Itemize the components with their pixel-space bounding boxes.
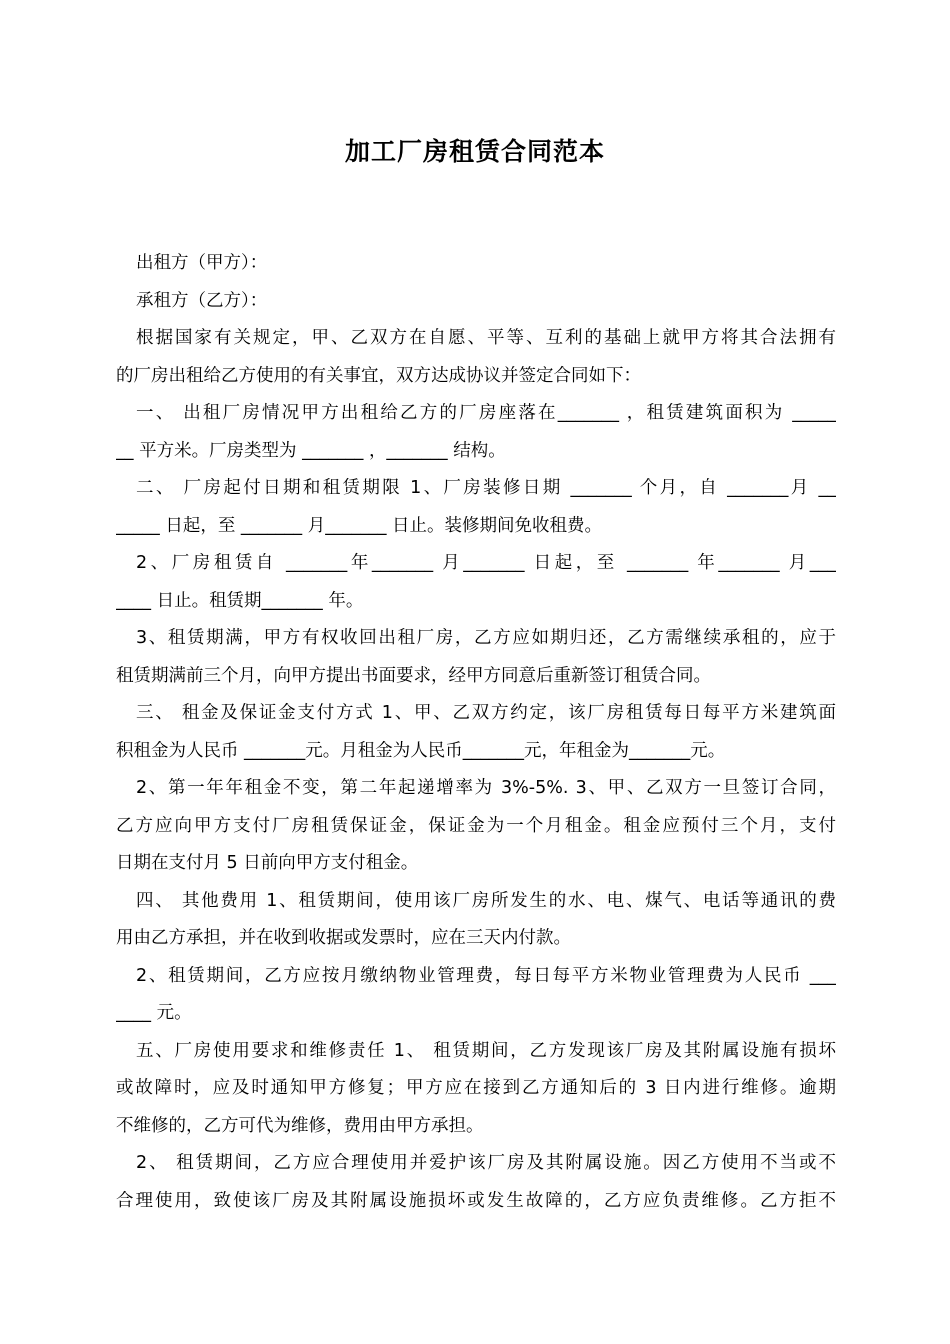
paragraph-line: 或故障时，应及时通知甲方修复；甲方应在接到乙方通知后的 3 日内进行维修。逾期 [116, 1078, 836, 1098]
paragraph-line: 一、 出租厂房情况甲方出租给乙方的厂房座落在_______ ，租赁建筑面积为 _____ [136, 403, 836, 423]
paragraph-line: _____ 日起，至 _______ 月_______ 日止。装修期间免收租费。 [116, 515, 602, 536]
paragraph-line: __ 平方米。厂房类型为 _______ ，_______ 结构。 [116, 440, 506, 461]
paragraph-line: 2、租赁期间，乙方应按月缴纳物业管理费，每日每平方米物业管理费为人民币 ___ [136, 965, 836, 986]
contract-body [116, 245, 836, 1220]
paragraph-line: 2、第一年年租金不变，第二年起递增率为 3%-5%. 3、甲、乙双方一旦签订合同， [136, 778, 836, 798]
paragraph-line: 出租方（甲方）： [136, 253, 268, 273]
paragraph-line: 不维修的，乙方可代为维修，费用由甲方承担。 [116, 1115, 484, 1136]
paragraph-line: ____ 日止。租赁期_______ 年。 [116, 590, 364, 611]
paragraph-line: ____ 元。 [116, 1003, 192, 1023]
paragraph-line: 五、厂房使用要求和维修责任 1、 租赁期间，乙方发现该厂房及其附属设施有损坏 [136, 1040, 836, 1061]
paragraph-line: 三、 租金及保证金支付方式 1、甲、乙双方约定，该厂房租赁每日每平方米建筑面 [136, 703, 836, 723]
paragraph-line: 合理使用，致使该厂房及其附属设施损坏或发生故障的，乙方应负责维修。乙方拒不 [116, 1190, 836, 1211]
paragraph-line: 2、 租赁期间，乙方应合理使用并爱护该厂房及其附属设施。因乙方使用不当或不 [136, 1153, 836, 1173]
paragraph-line: 用由乙方承担，并在收到收据或发票时，应在三天内付款。 [116, 928, 571, 948]
paragraph-line: 租赁期满前三个月，向甲方提出书面要求，经甲方同意后重新签订租赁合同。 [116, 665, 711, 686]
paragraph-line: 二、 厂房起付日期和租赁期限 1、厂房装修日期 _______ 个月，自 _______月 __ [136, 478, 836, 498]
paragraph-line: 承租方（乙方）： [136, 290, 268, 311]
document-title: 加工厂房租赁合同范本 [344, 137, 605, 166]
paragraph-line: 日期在支付月 5 日前向甲方支付租金。 [116, 853, 419, 873]
paragraph-line: 积租金为人民币 _______元。月租金为人民币_______元，年租金为_______元。 [116, 740, 726, 761]
paragraph-line: 2、厂房租赁自 _______年_______ 月_______ 日起，至 _______ 年_______ 月___ [136, 553, 836, 573]
paragraph-line: 乙方应向甲方支付厂房租赁保证金，保证金为一个月租金。租金应预付三个月，支付 [116, 815, 836, 836]
paragraph-line: 四、 其他费用 1、租赁期间，使用该厂房所发生的水、电、煤气、电话等通讯的费 [136, 890, 836, 911]
paragraph-line: 的厂房出租给乙方使用的有关事宜，双方达成协议并签定合同如下： [116, 365, 641, 386]
paragraph-line: 根据国家有关规定，甲、乙双方在自愿、平等、互利的基础上就甲方将其合法拥有 [136, 328, 836, 348]
paragraph-line: 3、租赁期满，甲方有权收回出租厂房，乙方应如期归还，乙方需继续承租的，应于 [136, 628, 836, 648]
